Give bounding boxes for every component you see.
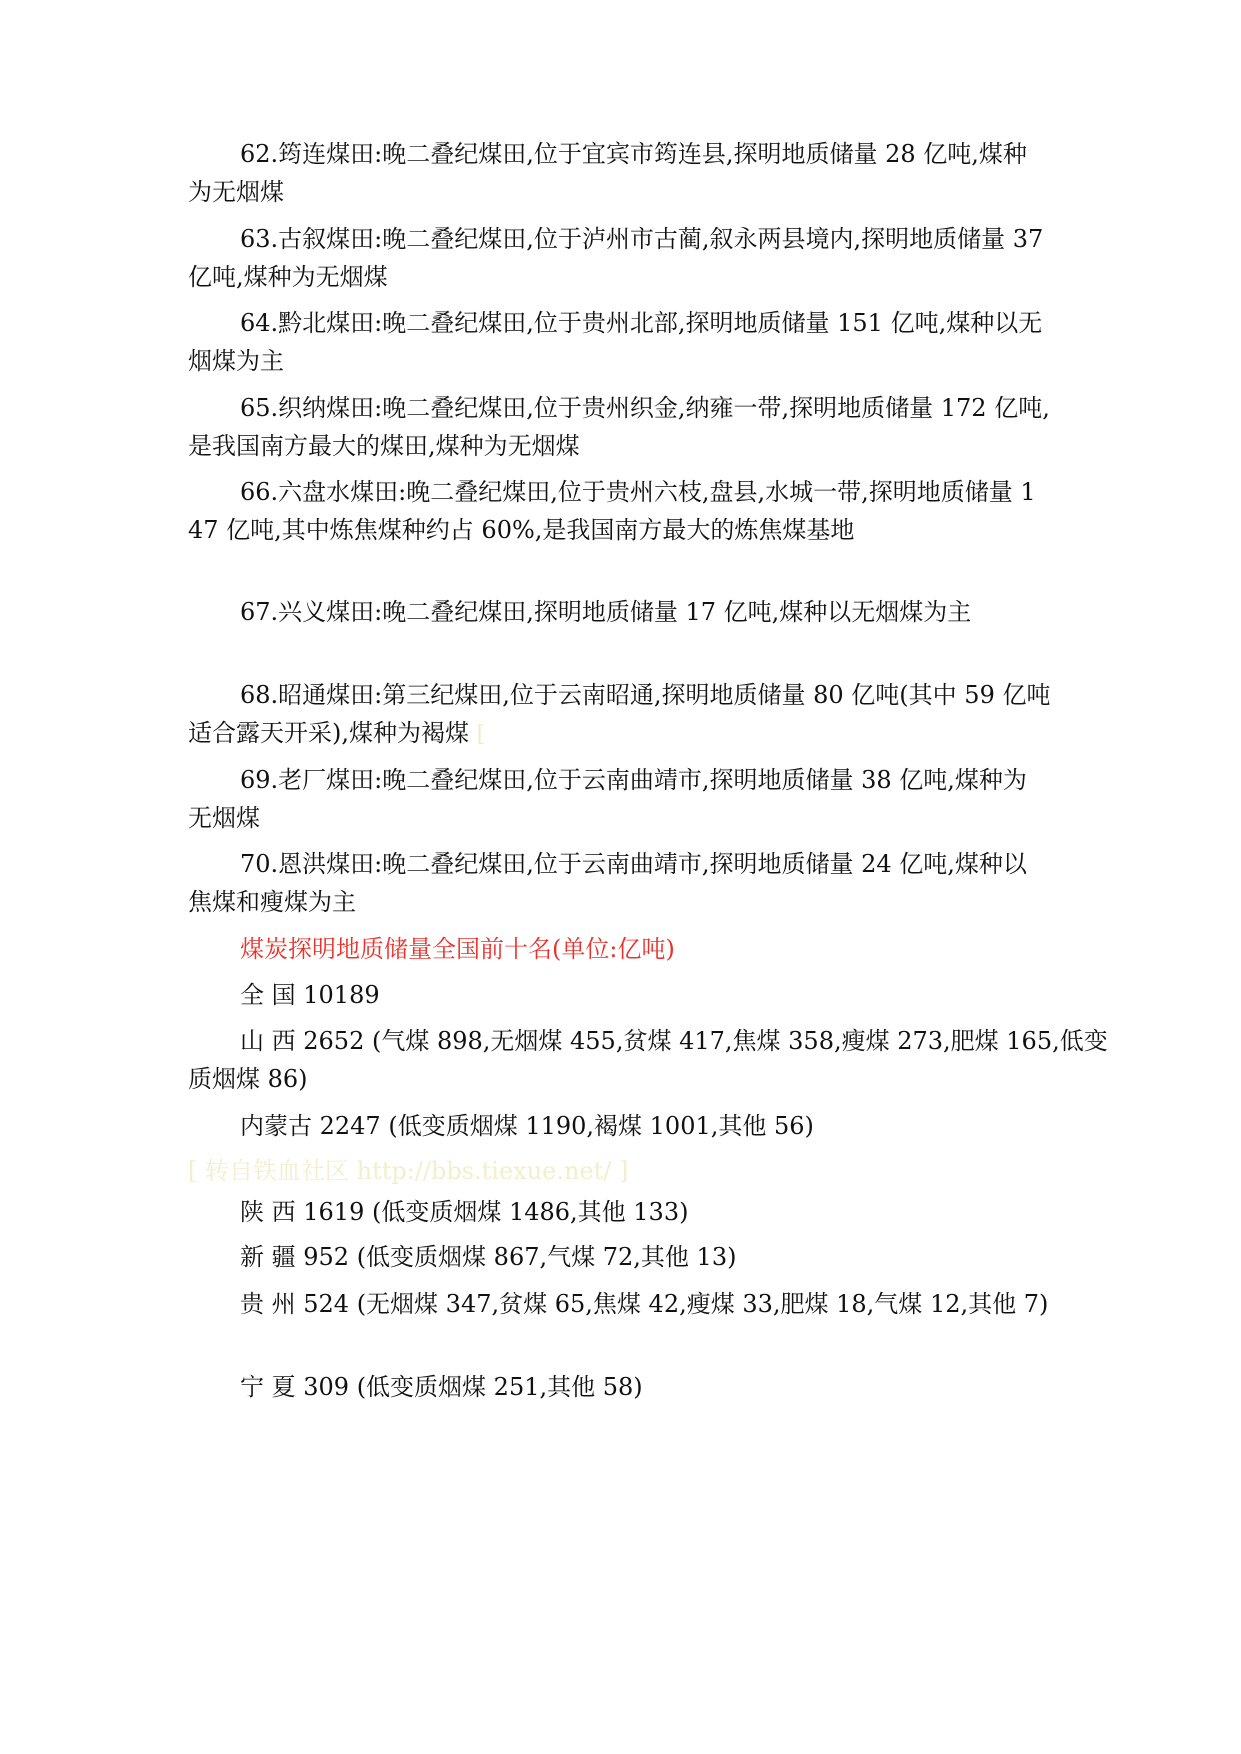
ranking-title: 煤炭探明地质储量全国前十名(单位:亿吨) <box>240 935 675 963</box>
paragraph-68-trailing-mark: [ <box>476 722 486 747</box>
paragraph-68-line2-text: 适合露天开采),煤种为褐煤 <box>188 719 469 747</box>
ranking-row-guizhou: 贵 州 524 (无烟煤 347,贫煤 65,焦煤 42,瘦煤 33,肥煤 18,气煤 12,其他 7) <box>240 1290 1049 1318</box>
paragraph-69-line2: 无烟煤 <box>188 804 260 832</box>
watermark-text: [ 转自铁血社区 http://bbs.tiexue.net/ ] <box>188 1157 629 1185</box>
ranking-row-shaanxi: 陕 西 1619 (低变质烟煤 1486,其他 133) <box>240 1198 689 1226</box>
paragraph-66-line2: 47 亿吨,其中炼焦煤种约占 60%,是我国南方最大的炼焦煤基地 <box>188 516 855 544</box>
ranking-row-shanxi-line1: 山 西 2652 (气煤 898,无烟煤 455,贫煤 417,焦煤 358,瘦煤 273,肥煤 165,低变 <box>240 1027 1108 1055</box>
paragraph-62-line2: 为无烟煤 <box>188 178 284 206</box>
paragraph-62-line1: 62.筠连煤田:晚二叠纪煤田,位于宜宾市筠连县,探明地质储量 28 亿吨,煤种 <box>240 140 1027 168</box>
paragraph-70-line2: 焦煤和瘦煤为主 <box>188 888 356 916</box>
paragraph-70-line1: 70.恩洪煤田:晚二叠纪煤田,位于云南曲靖市,探明地质储量 24 亿吨,煤种以 <box>240 850 1027 878</box>
paragraph-65-line1: 65.织纳煤田:晚二叠纪煤田,位于贵州织金,纳雍一带,探明地质储量 172 亿吨, <box>240 394 1050 422</box>
ranking-row-national: 全 国 10189 <box>240 981 380 1009</box>
paragraph-66-line1: 66.六盘水煤田:晚二叠纪煤田,位于贵州六枝,盘县,水城一带,探明地质储量 1 <box>240 478 1036 506</box>
paragraph-67-line1: 67.兴义煤田:晚二叠纪煤田,探明地质储量 17 亿吨,煤种以无烟煤为主 <box>240 598 972 626</box>
ranking-row-ningxia: 宁 夏 309 (低变质烟煤 251,其他 58) <box>240 1373 643 1401</box>
paragraph-65-line2: 是我国南方最大的煤田,煤种为无烟煤 <box>188 432 580 460</box>
paragraph-64-line1: 64.黔北煤田:晚二叠纪煤田,位于贵州北部,探明地质储量 151 亿吨,煤种以无 <box>240 309 1043 337</box>
paragraph-68-line1: 68.昭通煤田:第三纪煤田,位于云南昭通,探明地质储量 80 亿吨(其中 59 亿吨 <box>240 681 1051 709</box>
paragraph-63-line1: 63.古叙煤田:晚二叠纪煤田,位于泸州市古蔺,叙永两县境内,探明地质储量 37 <box>240 225 1044 253</box>
paragraph-68-line2 <box>188 718 485 750</box>
paragraph-63-line2: 亿吨,煤种为无烟煤 <box>188 263 388 291</box>
ranking-row-xinjiang: 新 疆 952 (低变质烟煤 867,气煤 72,其他 13) <box>240 1243 737 1271</box>
paragraph-64-line2: 烟煤为主 <box>188 347 284 375</box>
ranking-row-shanxi-line2: 质烟煤 86) <box>188 1065 308 1093</box>
ranking-row-inner-mongolia: 内蒙古 2247 (低变质烟煤 1190,褐煤 1001,其他 56) <box>240 1112 814 1140</box>
paragraph-69-line1: 69.老厂煤田:晚二叠纪煤田,位于云南曲靖市,探明地质储量 38 亿吨,煤种为 <box>240 766 1027 794</box>
